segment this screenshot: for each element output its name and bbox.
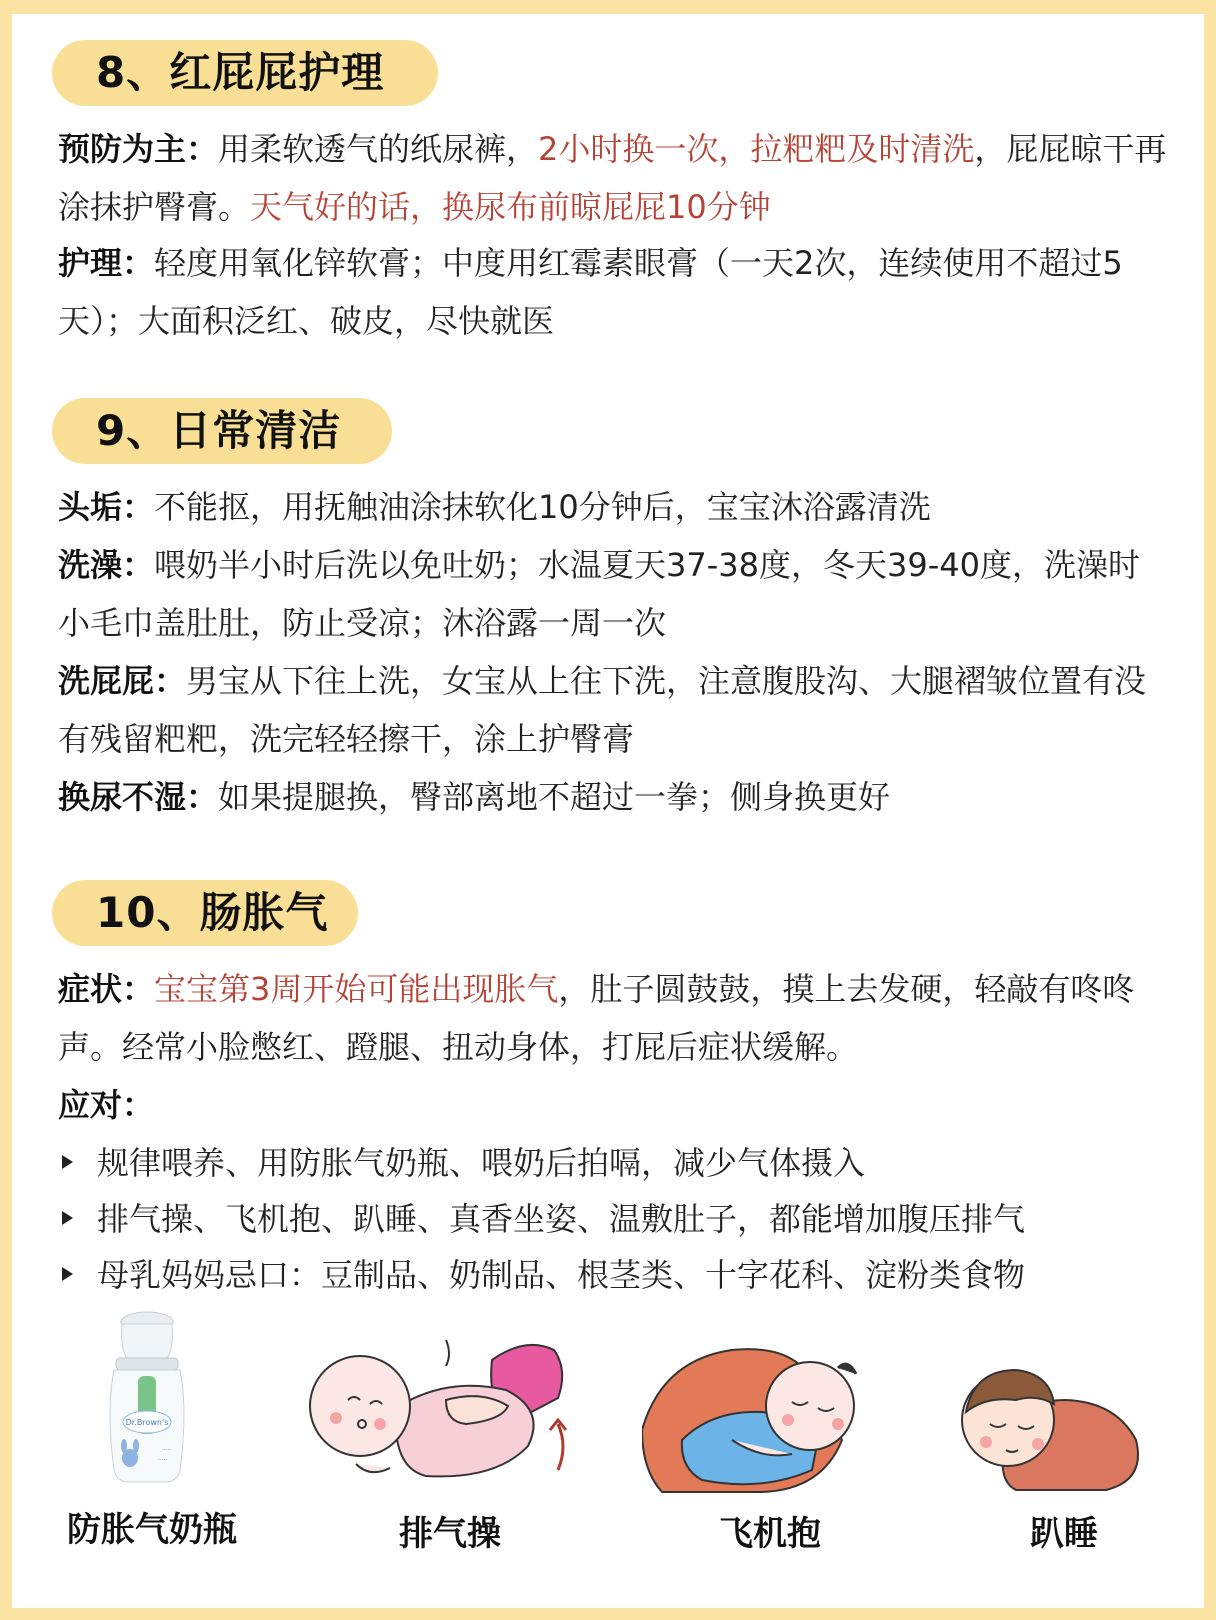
prevention-text-b: ，屁屁晾干再涂抹护臀膏。	[58, 130, 1167, 226]
bullet-text: 母乳妈妈忌口：豆制品、奶制品、根茎类、十字花科、淀粉类食物	[97, 1256, 1026, 1294]
content-card	[12, 14, 1204, 1608]
section-9-title: 9、日常清洁	[52, 398, 392, 464]
airplane-hold-icon	[642, 1320, 892, 1500]
section-9-scalp	[58, 478, 1170, 536]
section-9-bottom-wash	[58, 652, 1170, 768]
scalp-text: 不能抠，用抚触油涂抹软化10分钟后，宝宝沐浴露清洗	[154, 488, 931, 526]
bullet-text: 排气操、飞机抱、趴睡、真香坐姿、温敷肚子，都能增加腹压排气	[97, 1200, 1026, 1238]
svg-text:.....: .....	[158, 1455, 168, 1462]
section-9-bath	[58, 536, 1170, 652]
bullet-item	[58, 1190, 1025, 1248]
section-8-care	[58, 234, 1170, 350]
svg-text:.....: .....	[162, 1445, 172, 1452]
triangle-bullet-icon	[62, 1211, 73, 1225]
section-8-prevention	[58, 120, 1170, 236]
illustration-caption: 排气操	[399, 1514, 501, 1554]
illustration-caption: 防胀气奶瓶	[67, 1510, 237, 1550]
section-10-response	[58, 1076, 1170, 1134]
bath-text: 喂奶半小时后洗以免吐奶；水温夏天37-38度，冬天39-40度，洗澡时小毛巾盖肚肚，防止受凉；沐浴露一周一次	[58, 546, 1140, 642]
care-label: 护理：	[58, 244, 155, 282]
symptom-text: ，肚子圆鼓鼓，摸上去发硬，轻敲有咚咚声。经常小脸憋红、蹬腿、扭动身体，打屁后症状缓解。	[58, 970, 1135, 1066]
prevention-text-a: 用柔软透气的纸尿裤，	[218, 130, 539, 168]
bottle-brand-text: Dr.Brown's	[125, 1418, 169, 1427]
section-10-symptom	[58, 960, 1170, 1076]
bullet-item	[58, 1134, 865, 1192]
section-10-title: 10、肠胀气	[52, 880, 358, 946]
baby-exercise-icon	[296, 1320, 596, 1490]
symptom-highlight: 宝宝第3周开始可能出现胀气	[154, 970, 559, 1008]
bottom-wash-text: 男宝从下往上洗，女宝从上往下洗，注意腹股沟、大腿褶皱位置有没有残留粑粑，洗完轻轻擦干，涂上护臀膏	[58, 662, 1147, 758]
bullet-text: 规律喂养、用防胀气奶瓶、喂奶后拍嗝，减少气体摄入	[97, 1144, 866, 1182]
baby-bottle-icon	[92, 1310, 202, 1490]
triangle-bullet-icon	[62, 1267, 73, 1281]
triangle-bullet-icon	[62, 1155, 73, 1169]
scalp-label: 头垢：	[58, 488, 155, 526]
section-8-title: 8、红屁屁护理	[52, 40, 438, 106]
response-label: 应对：	[58, 1086, 155, 1124]
illustration-caption: 趴睡	[1030, 1514, 1098, 1554]
illustration-caption: 飞机抱	[719, 1514, 821, 1554]
tummy-sleep-icon	[946, 1350, 1166, 1500]
prevention-highlight-2: 天气好的话，换尿布前晾屁屁10分钟	[250, 188, 771, 226]
care-text: 轻度用氧化锌软膏；中度用红霉素眼膏（一天2次，连续使用不超过5天）；大面积泛红、破皮，尽快就医	[58, 244, 1123, 340]
diaper-label: 换尿不湿：	[58, 778, 219, 816]
bottom-wash-label: 洗屁屁：	[58, 662, 187, 700]
diaper-text: 如果提腿换，臀部离地不超过一拳；侧身换更好	[218, 778, 891, 816]
bullet-item	[58, 1246, 1025, 1304]
symptom-label: 症状：	[58, 970, 155, 1008]
bath-label: 洗澡：	[58, 546, 155, 584]
prevention-highlight-1: 2小时换一次，拉粑粑及时清洗	[538, 130, 975, 168]
prevention-label: 预防为主：	[58, 130, 219, 168]
section-9-diaper	[58, 768, 1170, 826]
